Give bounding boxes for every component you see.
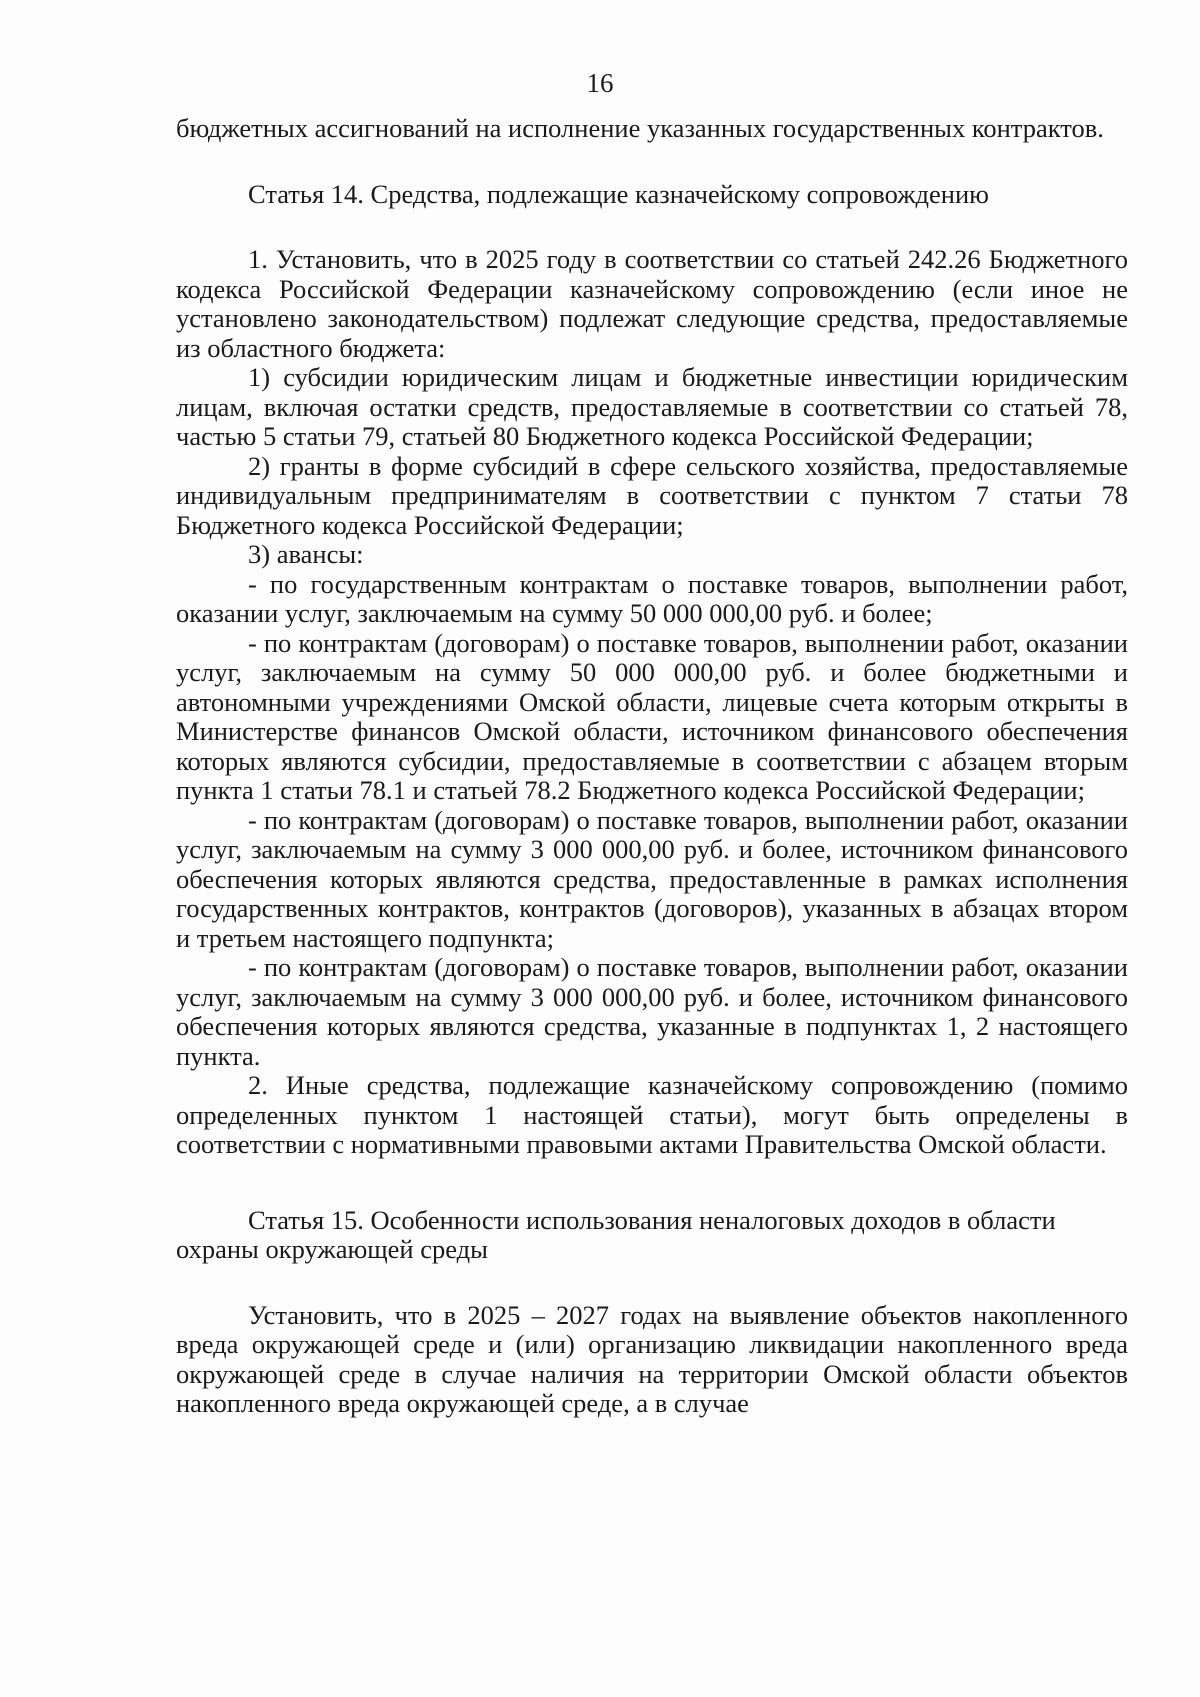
page-number: 16 [586,68,614,98]
article-14-advance-d: - по контрактам (договорам) о поставке товаров, выполнении работ, оказании услуг, заключаемым на сумму 3 000 000,00 руб. и более, источником финансового обеспечения которых являются средства, указанные в подпунктах 1, 2 настоящего пункта. [176,952,1128,1071]
article-14-advance-c: - по контрактам (договорам) о поставке товаров, выполнении работ, оказании услуг, заключаемым на сумму 3 000 000,00 руб. и более, источником финансового обеспечения которых являются средства, предоставленные в рамках исполнения государственных контрактов, контрактов (договоров), указанных в абзацах втором и третьем настоящего подпункта; [176,804,1128,953]
article-14-subitem-3: 3) авансы: [248,539,364,569]
article-14-advance-b: - по контрактам (договорам) о поставке товаров, выполнении работ, оказании услуг, заключаемым на сумму 50 000 000,00 руб. и более бюджетными и автономными учреждениями Омской области, лицевые счета которым открыты в Министерстве финансов Омской области, источником финансового обеспечения которых являются субсидии, предоставляемые в соответствии с абзацем вторым пункта 1 статьи 78.1 и статьей 78.2 Бюджетного кодекса Российской Федерации; [176,627,1128,805]
article-14-subitem-1: 1) субсидии юридическим лицам и бюджетные инвестиции юридическим лицам, включая остатки средств, предоставляемые в соответствии со статьей 78, частью 5 статьи 79, статьей 80 Бюджетного кодекса Российской Федерации; [176,362,1128,451]
article-14-paragraph-1: 1. Установить, что в 2025 году в соответствии со статьей 242.26 Бюджетного кодекса Российской Федерации казначейскому сопровождению (если иное не установлено законодательством) подлежат следующие средства, предоставляемые из областного бюджета: [176,244,1128,363]
article-15-paragraph-1: Установить, что в 2025 – 2027 годах на выявление объектов накопленного вреда окружающей среде и (или) организацию ликвидации накопленного вреда окружающей среде в случае наличия на территории Омской области объектов накопленного вреда окружающей среде, а в случае [176,1299,1128,1418]
article-14-paragraph-2: 2. Иные средства, подлежащие казначейскому сопровождению (помимо определенных пунктом 1 настоящей статьи), могут быть определены в соответствии с нормативными правовыми актами Правительства Омской области. [176,1070,1128,1159]
article-14-subitem-2: 2) гранты в форме субсидий в сфере сельского хозяйства, предоставляемые индивидуальным предпринимателям в соответствии с пунктом 7 статьи 78 Бюджетного кодекса Российской Федерации; [176,450,1128,540]
article-14-advance-a: - по государственным контрактам о поставке товаров, выполнении работ, оказании услуг, заключаемым на сумму 50 000 000,00 руб. и более; [176,568,1128,628]
document-body [176,114,1128,1419]
article-14-heading: Статья 14. Средства, подлежащие казначейскому сопровождению [248,178,989,209]
article-15-heading: Статья 15. Особенности использования неналоговых доходов в области охраны окружающей среды [176,1204,1056,1264]
intro-paragraph: бюджетных ассигнований на исполнение указанных государственных контрактов. [176,113,1104,143]
